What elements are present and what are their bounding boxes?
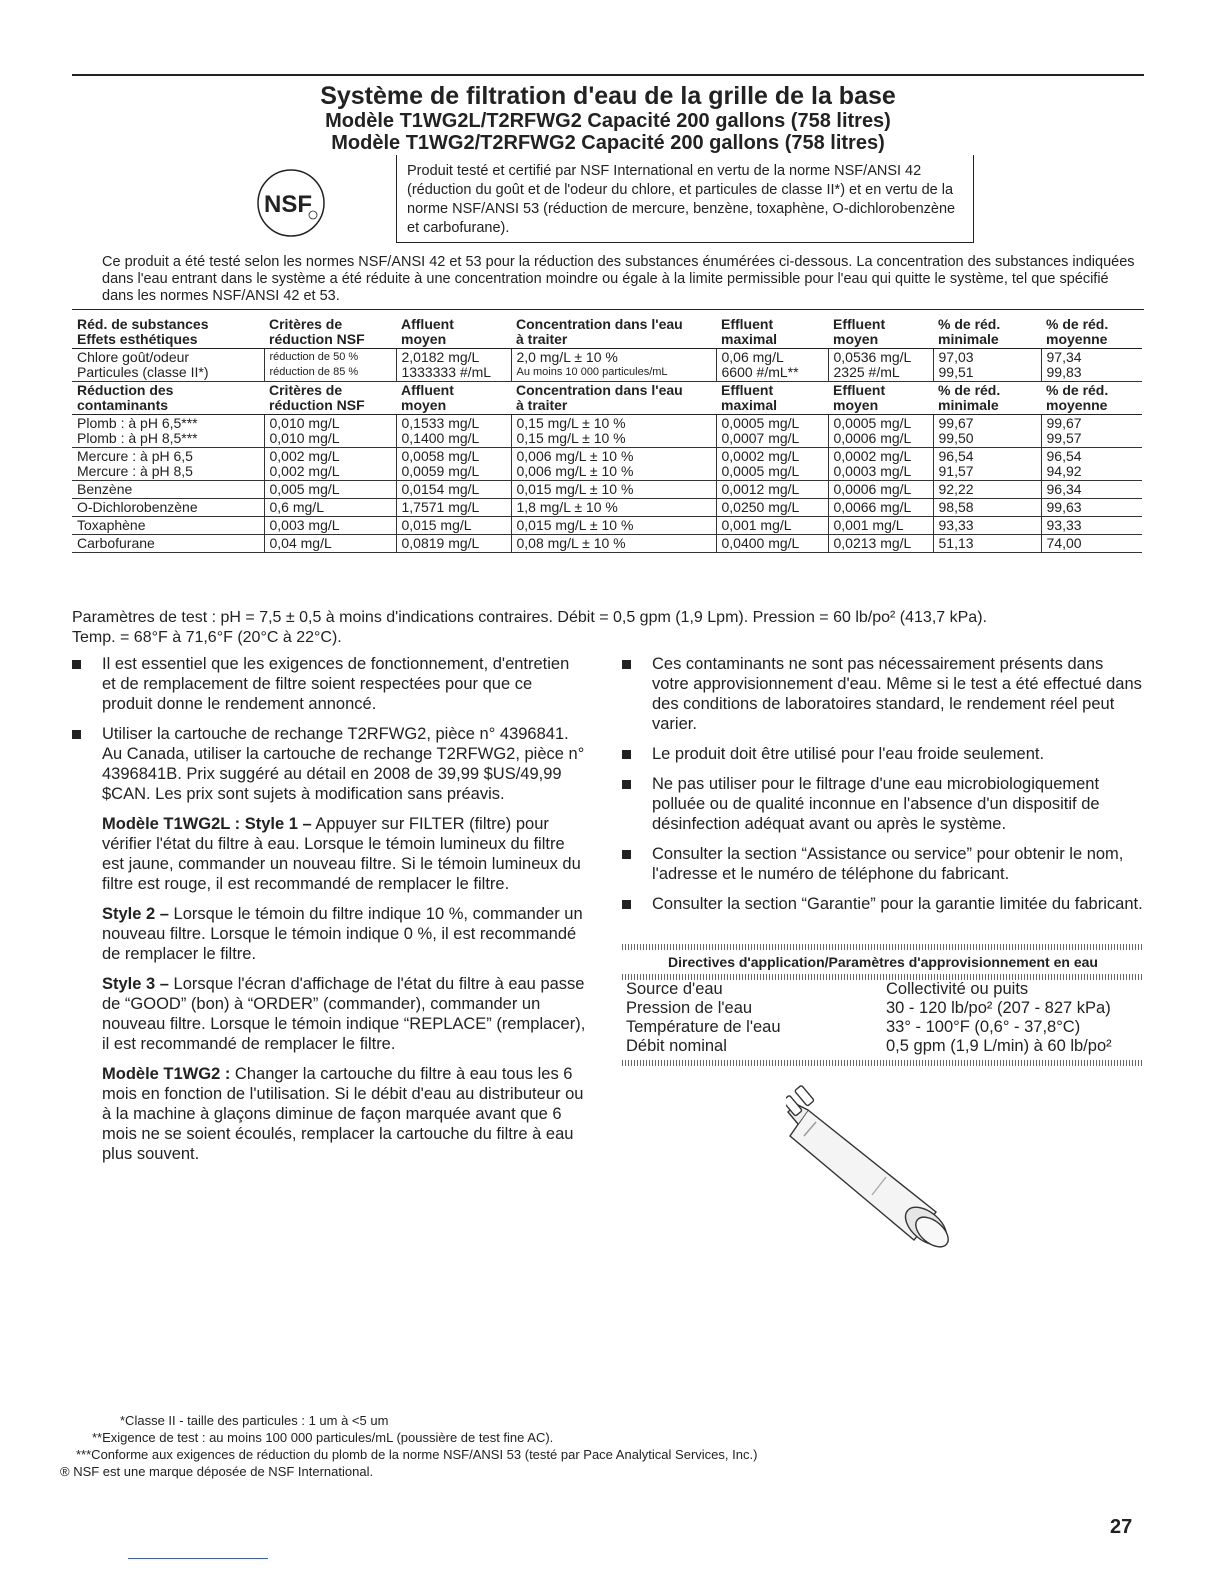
table-cell: 0,0250 mg/L xyxy=(716,499,828,517)
header-cell: Effluent moyen xyxy=(828,316,933,349)
test-parameters xyxy=(72,608,1144,648)
table-row xyxy=(72,349,1142,382)
bullet-item: Consulter la section “Garantie” pour la garantie limitée du fabricant. xyxy=(622,894,1144,914)
table-cell: 96,54 91,57 xyxy=(933,448,1041,481)
table-cell: Benzène xyxy=(72,481,264,499)
table-cell: 51,13 xyxy=(933,535,1041,553)
nsf-logo-text: NSF xyxy=(264,191,312,218)
table-cell: réduction de 50 % réduction de 85 % xyxy=(264,349,396,382)
header-cell: Concentration dans l'eau à traiter xyxy=(511,316,716,349)
table-cell: 93,33 xyxy=(1041,517,1142,535)
table-cell: 0,0400 mg/L xyxy=(716,535,828,553)
table-row xyxy=(72,499,1142,517)
guideline-row: Débit nominal 0,5 gpm (1,9 L/min) à 60 lb/po² xyxy=(626,1037,1112,1055)
footnote: ***Conforme aux exigences de réduction du plomb de la norme NSF/ANSI 53 (testé par Pace Analytical Services, Inc.) xyxy=(76,1447,758,1462)
table-cell: 92,22 xyxy=(933,481,1041,499)
application-guidelines xyxy=(622,944,1144,1066)
bullet-item: Ne pas utiliser pour le filtrage d'une eau microbiologiquement polluée ou de qualité inconnue en l'absence d'un dispositif de désinfection adéquat avant ou après le système. xyxy=(622,774,1144,834)
model-t1wg2-paragraph: Modèle T1WG2 : Changer la cartouche du filtre à eau tous les 6 mois en fonction de l'utilisation. Si le débit d'eau au distributeur ou à la machine à glaçons diminue de façon marquée avant que 6 mois ne se soient écoulés, remplacer la cartouche du filtre à eau plus souvent. xyxy=(102,1065,584,1163)
performance-table xyxy=(72,316,1142,553)
table-cell: 0,0154 mg/L xyxy=(396,481,511,499)
model-subtitle-1: Modèle T1WG2L/T2RFWG2 Capacité 200 gallons (758 litres) xyxy=(325,110,891,132)
table-cell: 0,0536 mg/L 2325 #/mL xyxy=(828,349,933,382)
header-cell: Réduction des contaminants xyxy=(72,382,264,415)
table-cell: Carbofurane xyxy=(72,535,264,553)
header-cell: Affluent moyen xyxy=(396,382,511,415)
header-cell: % de réd. minimale xyxy=(933,382,1041,415)
header-cell: Critères de réduction NSF xyxy=(264,382,396,415)
table-cell: 0,0819 mg/L xyxy=(396,535,511,553)
footnote: ® NSF est une marque déposée de NSF International. xyxy=(60,1464,374,1479)
table-cell: 0,06 mg/L 6600 #/mL** xyxy=(716,349,828,382)
table-cell: 0,6 mg/L xyxy=(264,499,396,517)
table-cell: 74,00 xyxy=(1041,535,1142,553)
table-cell: 0,15 mg/L ± 10 % 0,15 mg/L ± 10 % xyxy=(511,415,716,448)
intro-rule xyxy=(72,309,1144,310)
nsf-logo-icon xyxy=(256,168,326,238)
table-header-contaminants xyxy=(72,382,1142,415)
certification-box: Produit testé et certifié par NSF International en vertu de la norme NSF/ANSI 42 (réduction du goût et de l'odeur du chlore, et particules de classe II*) et en vertu de la norme NSF/ANSI 53 (réduction de mercure, benzène, toxaphène, O-dichlorobenzène et carbofurane). xyxy=(396,155,974,243)
header-cell: Effluent maximal xyxy=(716,316,828,349)
page-number: 27 xyxy=(1110,1516,1133,1538)
header-cell: Critères de réduction NSF xyxy=(264,316,396,349)
table-row xyxy=(72,517,1142,535)
table-cell: 96,54 94,92 xyxy=(1041,448,1142,481)
table-cell: 0,001 mg/L xyxy=(716,517,828,535)
test-parameters-line-2: Temp. = 68°F à 71,6°F (20°C à 22°C). xyxy=(72,629,342,646)
bottom-link-rule xyxy=(128,1558,268,1559)
guidelines-title: Directives d'application/Paramètres d'approvisionnement en eau xyxy=(668,954,1098,970)
bullet-item: Utiliser la cartouche de rechange T2RFWG2, pièce n° 4396841. Au Canada, utiliser la cartouche de rechange T2RFWG2, pièce n° 4396841B. Prix suggéré au détail en 2008 de 39,99 $US/49,99 $CAN. Les prix sont sujets à modification sans préavis. xyxy=(72,724,587,804)
bullet-item: Consulter la section “Assistance ou service” pour obtenir le nom, l'adresse et le numéro de téléphone du fabricant. xyxy=(622,844,1144,884)
table-cell: Toxaphène xyxy=(72,517,264,535)
page-header xyxy=(72,82,1144,154)
table-cell: 93,33 xyxy=(933,517,1041,535)
table-cell: 1,8 mg/L ± 10 % xyxy=(511,499,716,517)
table-cell: 0,08 mg/L ± 10 % xyxy=(511,535,716,553)
table-row xyxy=(72,481,1142,499)
left-column xyxy=(72,654,587,1174)
footnotes xyxy=(60,1412,960,1480)
table-cell: Plomb : à pH 6,5*** Plomb : à pH 8,5*** xyxy=(72,415,264,448)
table-cell: 97,34 99,83 xyxy=(1041,349,1142,382)
table-cell: 2,0 mg/L ± 10 % Au moins 10 000 particules/mL xyxy=(511,349,716,382)
right-column xyxy=(622,654,1144,924)
table-cell: 1,7571 mg/L xyxy=(396,499,511,517)
table-cell: 0,0005 mg/L 0,0006 mg/L xyxy=(828,415,933,448)
table-cell: 0,0012 mg/L xyxy=(716,481,828,499)
bullet-item: Le produit doit être utilisé pour l'eau froide seulement. xyxy=(622,744,1144,764)
guideline-row: Température de l'eau 33° - 100°F (0,6° - 37,8°C) xyxy=(626,1018,1081,1036)
table-cell: 97,03 99,51 xyxy=(933,349,1041,382)
intro-paragraph: Ce produit a été testé selon les normes NSF/ANSI 42 et 53 pour la réduction des substances énumérées ci-dessous. La concentration des substances indiquées dans l'eau entrant dans le système a été réduite à une concentration moindre ou égale à la limite permissible pour l'eau qui quitte le système, tel que spécifié dans les normes NSF/ANSI 42 et 53. xyxy=(102,254,1135,304)
table-cell: 0,003 mg/L xyxy=(264,517,396,535)
table-cell: 0,1533 mg/L 0,1400 mg/L xyxy=(396,415,511,448)
dotted-rule xyxy=(622,1060,1144,1066)
header-cell: Affluent moyen xyxy=(396,316,511,349)
footnote: **Exigence de test : au moins 100 000 particules/mL (poussière de test fine AC). xyxy=(92,1430,554,1445)
filter-cartridge-icon xyxy=(786,1082,986,1262)
table-row xyxy=(72,535,1142,553)
table-cell: 2,0182 mg/L 1333333 #/mL xyxy=(396,349,511,382)
table-cell: 0,005 mg/L xyxy=(264,481,396,499)
table-cell: 0,006 mg/L ± 10 % 0,006 mg/L ± 10 % xyxy=(511,448,716,481)
bullet-item: Ces contaminants ne sont pas nécessairement présents dans votre approvisionnement d'eau. Même si le test a été effectué dans des conditions de laboratoires standard, le rendement réel peut varier. xyxy=(622,654,1144,734)
footnote: *Classe II - taille des particules : 1 um à <5 um xyxy=(120,1413,389,1428)
page-title: Système de filtration d'eau de la grille de la base xyxy=(320,82,896,110)
table-row xyxy=(72,448,1142,481)
table-cell: 0,002 mg/L 0,002 mg/L xyxy=(264,448,396,481)
top-rule xyxy=(72,74,1144,76)
table-cell: 0,001 mg/L xyxy=(828,517,933,535)
table-cell: 0,015 mg/L ± 10 % xyxy=(511,517,716,535)
table-cell: 99,67 99,57 xyxy=(1041,415,1142,448)
header-cell: Effluent moyen xyxy=(828,382,933,415)
table-cell: 0,0058 mg/L 0,0059 mg/L xyxy=(396,448,511,481)
table-cell: O-Dichlorobenzène xyxy=(72,499,264,517)
style-2-paragraph: Style 2 – Lorsque le témoin du filtre indique 10 %, commander un nouveau filtre. Lorsque le témoin indique 0 %, il est recommandé de remplacer le filtre. xyxy=(102,905,583,963)
table-cell: 99,67 99,50 xyxy=(933,415,1041,448)
model-subtitle-2: Modèle T1WG2/T2RFWG2 Capacité 200 gallons (758 litres) xyxy=(331,132,885,154)
guideline-row: Source d'eau Collectivité ou puits xyxy=(626,980,1029,998)
table-cell: 0,015 mg/L xyxy=(396,517,511,535)
header-cell: Concentration dans l'eau à traiter xyxy=(511,382,716,415)
table-cell: Chlore goût/odeur Particules (classe II*) xyxy=(72,349,264,382)
table-cell: 0,015 mg/L ± 10 % xyxy=(511,481,716,499)
table-cell: 96,34 xyxy=(1041,481,1142,499)
table-cell: 0,0002 mg/L 0,0005 mg/L xyxy=(716,448,828,481)
header-cell: % de réd. minimale xyxy=(933,316,1041,349)
guideline-row: Pression de l'eau 30 - 120 lb/po² (207 - 827 kPa) xyxy=(626,999,1111,1017)
table-row xyxy=(72,415,1142,448)
table-cell: 0,0002 mg/L 0,0003 mg/L xyxy=(828,448,933,481)
table-cell: 99,63 xyxy=(1041,499,1142,517)
header-cell: % de réd. moyenne xyxy=(1041,316,1142,349)
table-cell: 0,0213 mg/L xyxy=(828,535,933,553)
header-cell: Effluent maximal xyxy=(716,382,828,415)
table-cell: 98,58 xyxy=(933,499,1041,517)
bullet-item: Il est essentiel que les exigences de fonctionnement, d'entretien et de remplacement de filtre soient respectées pour que ce produit donne le rendement annoncé. xyxy=(72,654,587,714)
header-cell: Réd. de substances Effets esthétiques xyxy=(72,316,264,349)
header-cell: % de réd. moyenne xyxy=(1041,382,1142,415)
table-header-aesthetic xyxy=(72,316,1142,349)
table-cell: 0,010 mg/L 0,010 mg/L xyxy=(264,415,396,448)
model-t1wg2l-paragraph: Modèle T1WG2L : Style 1 – Appuyer sur FILTER (filtre) pour vérifier l'état du filtre à eau. Lorsque le témoin lumineux du filtre est jaune, commander un nouveau filtre. Si le témoin lumineux du filtre est rouge, il est recommandé de remplacer le filtre. xyxy=(102,815,581,893)
style-3-paragraph: Style 3 – Lorsque l'écran d'affichage de l'état du filtre à eau passe de “GOOD” (bon) à “ORDER” (commander), commander un nouveau filtre. Lorsque le témoin indique “REPLACE” (remplacer), il est recommandé de remplacer le filtre. xyxy=(102,975,586,1053)
table-cell: 0,0005 mg/L 0,0007 mg/L xyxy=(716,415,828,448)
table-cell: 0,04 mg/L xyxy=(264,535,396,553)
table-cell: Mercure : à pH 6,5 Mercure : à pH 8,5 xyxy=(72,448,264,481)
test-parameters-line-1: Paramètres de test : pH = 7,5 ± 0,5 à moins d'indications contraires. Débit = 0,5 gpm (1,9 Lpm). Pression = 60 lb/po² (413,7 kPa). xyxy=(72,609,987,626)
table-cell: 0,0006 mg/L xyxy=(828,481,933,499)
table-cell: 0,0066 mg/L xyxy=(828,499,933,517)
